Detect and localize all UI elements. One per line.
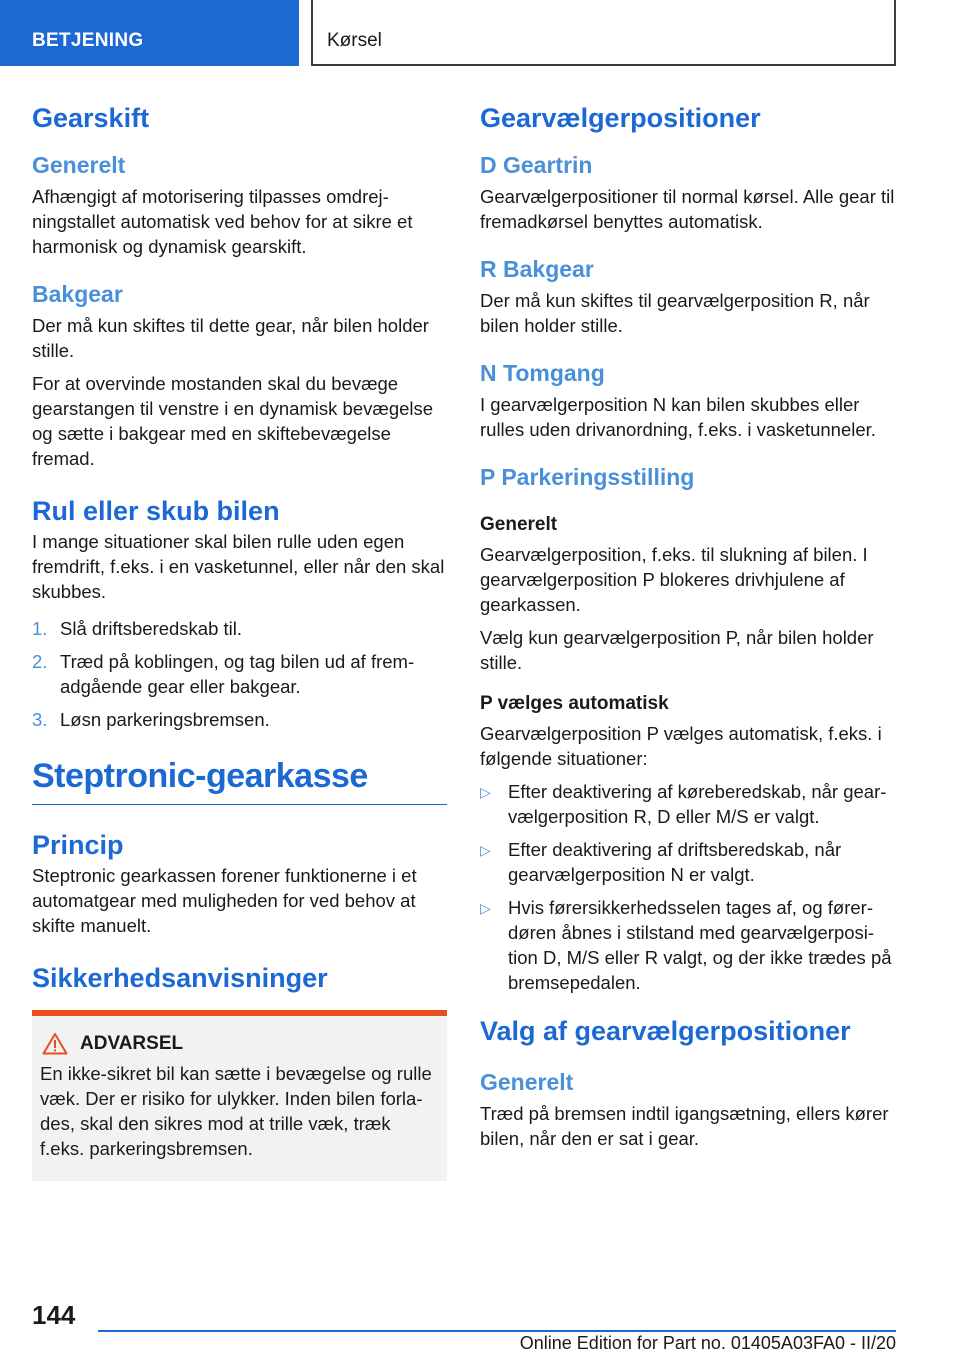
bullet-triangle-icon: ▷: [480, 900, 491, 916]
warning-triangle-icon: [42, 1032, 68, 1055]
list-item: [480, 837, 895, 887]
warning-box: [32, 1010, 447, 1181]
paragraph-d: Gearvælgerpositioner til normal kørsel. Alle gear til fremadkørsel benyttes automatisk.: [480, 186, 895, 232]
list-item: [480, 779, 895, 829]
heading-valg-generelt: Generelt: [480, 1069, 574, 1095]
paragraph-p-generelt-1: Gearvælgerposition, f.eks. til slukning af bilen. I gearvælgerposition P blokeres drivhjulene af gearkassen.: [480, 544, 868, 615]
heading-valg: Valg af gearvælgerpositioner: [480, 1016, 851, 1046]
warning-label: ADVARSEL: [80, 1032, 184, 1054]
step-text: Løsn parkeringsbremsen.: [60, 709, 270, 730]
paragraph-n: I gearvælgerposition N kan bilen skubbes eller rulles uden drivanordning, f.eks. i vasketunneler.: [480, 394, 876, 440]
list-item: [480, 895, 895, 995]
right-column: [480, 100, 895, 1151]
paragraph-p-auto: Gearvælgerposition P vælges automatisk, f.eks. i følgende situationer:: [480, 723, 882, 769]
step-number: 2.: [32, 651, 48, 672]
heading-bakgear: Bakgear: [32, 281, 123, 307]
footer-divider: [98, 1330, 896, 1332]
page-number: 144: [32, 1300, 76, 1330]
heading-gearvaelgerpositioner: Gearvælgerpositioner: [480, 103, 761, 133]
heading-gearskift: Gearskift: [32, 103, 150, 133]
list-item: [32, 616, 447, 641]
bullet-triangle-icon: ▷: [480, 842, 491, 858]
step-text: Slå driftsberedskab til.: [60, 618, 243, 639]
heading-rul-eller-skub: Rul eller skub bilen: [32, 496, 280, 526]
bullet-text: Efter deaktivering af køreberedskab, når gearvælgerposition R, D eller M/S er valgt.: [508, 781, 887, 827]
left-column: [32, 100, 447, 1181]
chapter-title: Kørsel: [311, 0, 896, 66]
paragraph-bakgear-2: For at overvinde mostanden skal du bevæge gearstangen til venstre i en dynamisk bevægelse og sætte i bakgear med en skiftebevægelse fremad.: [32, 373, 434, 469]
heading-generelt: Generelt: [32, 152, 126, 178]
page-header: [0, 0, 960, 66]
bullet-text: Hvis førersikkerhedsselen tages af, og førerdøren åbnes i stilstand med gearvælgerposition D, M/S eller R valgt, og der ikke trædes på bremsepedalen.: [508, 897, 892, 993]
section-tab: BETJENING: [0, 0, 299, 66]
paragraph-r: Der må kun skiftes til gearvælgerposition R, når bilen holder stille.: [480, 290, 870, 336]
bullet-triangle-icon: ▷: [480, 784, 491, 800]
paragraph-bakgear-1: Der må kun skiftes til dette gear, når bilen holder stille.: [32, 315, 429, 361]
paragraph-rul: I mange situationer skal bilen rulle uden egen fremdrift, f.eks. i en vasketunnel, eller når den skal skubbes.: [32, 531, 445, 602]
list-item: [32, 707, 447, 732]
heading-n-tomgang: N Tomgang: [480, 360, 605, 386]
heading-r-bakgear: R Bakgear: [480, 256, 594, 282]
heading-steptronic: Steptronic-gearkasse: [32, 754, 447, 805]
paragraph-valg-generelt: Træd på bremsen indtil igangsætning, ellers kører bilen, når den er sat i gear.: [480, 1103, 889, 1149]
step-number: 1.: [32, 618, 48, 639]
step-number: 3.: [32, 709, 48, 730]
footer-edition: Online Edition for Part no. 01405A03FA0 - II/20: [519, 1333, 896, 1353]
bullet-list: [480, 779, 895, 995]
heading-d-geartrin: D Geartrin: [480, 152, 593, 178]
steps-list: [32, 616, 447, 732]
list-item: [32, 649, 447, 699]
heading-p-generelt: Generelt: [480, 514, 558, 535]
paragraph-generelt: Afhængigt af motorisering tilpasses omdrejningstallet automatisk ved behov for at sikre et harmonisk og dynamisk gearskift.: [32, 186, 413, 257]
paragraph-princip: Steptronic gearkassen forener funktionerne i et automatgear med muligheden for ved behov at skifte manuelt.: [32, 865, 417, 936]
heading-sikkerhed: Sikkerhedsanvisninger: [32, 963, 328, 993]
heading-p-auto: P vælges automatisk: [480, 693, 669, 714]
heading-princip: Princip: [32, 830, 124, 860]
paragraph-p-generelt-2: Vælg kun gearvælgerposition P, når bilen holder stille.: [480, 627, 874, 673]
warning-header: [40, 1032, 439, 1055]
warning-text: En ikke-sikret bil kan sætte i bevægelse og rulle væk. Der er risiko for ulykker. Inden bilen forlades, skal den sikres mod at trille væk, træk f.eks. parkeringsbremsen.: [40, 1063, 432, 1159]
bullet-text: Efter deaktivering af driftsberedskab, når gearvælgerposition N er valgt.: [508, 839, 842, 885]
step-text: Træd på koblingen, og tag bilen ud af fremadgående gear eller bakgear.: [60, 651, 415, 697]
heading-p-parkering: P Parkeringsstilling: [480, 464, 695, 490]
